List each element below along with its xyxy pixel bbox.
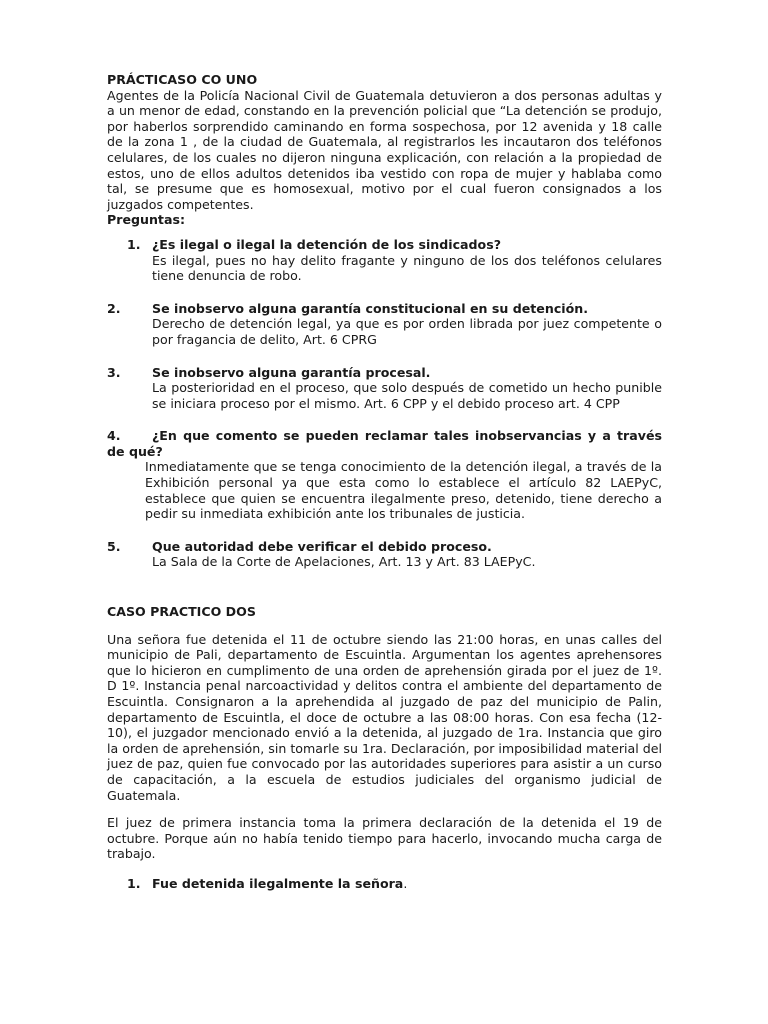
- question-2-text: Se inobservo alguna garantía constitucional en su detención.: [152, 300, 588, 316]
- case1-title: PRÁCTICASO CO UNO: [107, 72, 258, 87]
- question-5-text: Que autoridad debe verificar el debido proceso.: [152, 538, 492, 554]
- answer-4: Inmediatamente que se tenga conocimiento de la detención ilegal, a través de la Exhibición personal ya que esta como lo establece el artículo 82 LAEPyC, establece que quien se encuentra ilegalmente preso, detenido, tiene derecho a pedir su inmediata exhibición ante los tribunales de justicia.: [145, 459, 662, 522]
- case2-question-1: [107, 876, 662, 892]
- question-3-text: Se inobservo alguna garantía procesal.: [152, 364, 431, 380]
- case2-body-2: El juez de primera instancia toma la primera declaración de la detenida el 19 de octubre. Porque aún no había tenido tiempo para hacerlo, invocando mucha carga de trabajo.: [107, 815, 662, 862]
- answer-2: Derecho de detención legal, ya que es por orden librada por juez competente o por fragancia de delito, Art. 6 CPRG: [152, 316, 662, 347]
- question-4: [107, 428, 662, 459]
- question-1-text: ¿Es ilegal o ilegal la detención de los sindicados?: [152, 236, 502, 252]
- case1-body: Agentes de la Policía Nacional Civil de Guatemala detuvieron a dos personas adultas y a un menor de edad, constando en la prevención policial que “La detención se produjo, por haberlos sorprendido caminando en forma sospechosa, por 12 avenida y 18 calle de la zona 1 , de la ciudad de Guatemala, al registrarlos les incautaron dos teléfonos celulares, de los cuales no dijeron ninguna explicación, con relación a la propiedad de estos, uno de ellos adultos detenidos iba vestido con ropa de mujer y hablaba como tal, se presume que es homosexual, motivo por el cual fueron consignados a los juzgados competentes.: [107, 87, 662, 212]
- answer-3: La posterioridad en el proceso, que solo después de cometido un hecho punible se iniciara proceso por el mismo. Art. 6 CPP y el debido proceso art. 4 CPP: [152, 380, 662, 411]
- case2-body-1: Una señora fue detenida el 11 de octubre siendo las 21:00 horas, en unas calles del municipio de Pali, departamento de Escuintla. Argumentan los agentes aprehensores que lo hicieron en cumplimento de una orden de aprehensión girada por el juez de 1º. D 1º. Instancia penal narcoactividad y delitos contra el ambiente del departamento de Escuintla. Consignaron a la aprehendida al juzgado de paz del municipio de Palin, departamento de Escuintla, el doce de octubre a las 08:00 horas. Con esa fecha (12-10), el juzgador mencionado envió a la detenida, al juzgado de 1ra. Instancia que giro la orden de aprehensión, sin tomarle su 1ra. Declaración, por imposibilidad material del juez de paz, quien fue convocado por las autoridades superiores para asistir a un curso de capacitación, a la escuela de estudios judiciales del organismo judicial de Guatemala.: [107, 631, 662, 803]
- question-3-number: 3.: [107, 364, 121, 380]
- question-5: [107, 539, 662, 555]
- question-4-text: ¿En que comento se pueden reclamar tales inobservancias y a través de qué?: [107, 428, 662, 459]
- questions-label: Preguntas:: [107, 212, 185, 228]
- case2-question-1-number: 1.: [127, 875, 141, 891]
- case2-title: CASO PRACTICO DOS: [107, 604, 256, 620]
- question-3: [107, 365, 662, 381]
- document-page: [107, 72, 662, 892]
- question-2: [107, 301, 662, 317]
- case2-question-1-period: .: [403, 875, 408, 891]
- question-1-number: 1.: [127, 236, 141, 252]
- question-1: [107, 237, 662, 253]
- answer-5: La Sala de la Corte de Apelaciones, Art. 13 y Art. 83 LAEPyC.: [152, 554, 536, 570]
- answer-1: Es ilegal, pues no hay delito fragante y ninguno de los dos teléfonos celulares tiene denuncia de robo.: [152, 252, 662, 284]
- question-5-number: 5.: [107, 538, 121, 554]
- question-4-number: 4.: [107, 428, 121, 444]
- question-2-number: 2.: [107, 300, 121, 316]
- case2-question-1-text: Fue detenida ilegalmente la señora: [152, 875, 404, 891]
